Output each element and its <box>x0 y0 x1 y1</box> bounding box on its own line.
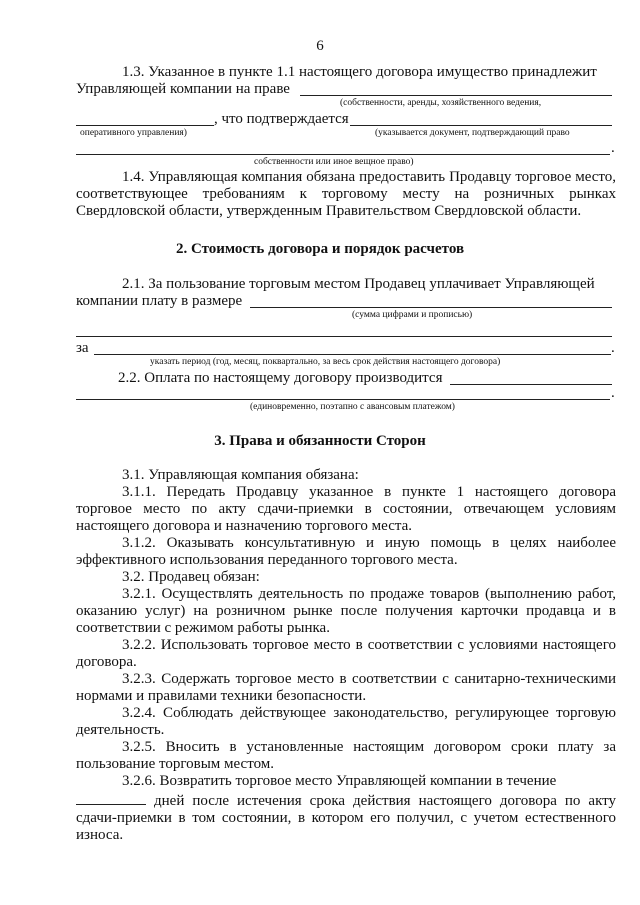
blank-payment <box>450 384 612 385</box>
clause-3-2-3: 3.2.3. Содержать торговое место в соответствии с санитарно-техническими нормами и правилами техники безопасности. <box>76 671 616 704</box>
clause-3-2-4: 3.2.4. Соблюдать действующее законодательство, регулирующее торговую деятельность. <box>76 705 616 738</box>
blank-sum <box>250 307 612 308</box>
end-dot: . <box>611 140 615 156</box>
clause-2-1-line1: 2.1. За пользование торговым местом Продавец уплачивает Управляющей <box>122 276 595 292</box>
clause-1-4: 1.4. Управляющая компания обязана предоставить Продавцу торговое место, соответствующее требованиям к торговому месту на розничных рынках Свердловской области, утвержденным Правительством Свердловской области. <box>76 169 616 219</box>
note-payment: (единовременно, поэтапно с авансовым платежом) <box>250 402 455 412</box>
clause-3-2-6-line1: 3.2.6. Возвратить торговое место Управляющей компании в течение <box>122 773 557 789</box>
clause-2-1-line2: компании плату в размере <box>76 293 243 309</box>
note-period: указать период (год, месяц, поквартально, за весь срок действия настоящего договора) <box>150 357 501 367</box>
section-3-title: 3. Права и обязанности Сторон <box>214 433 426 449</box>
clause-2-2: 2.2. Оплата по настоящему договору производится <box>118 370 443 386</box>
note-ownership: собственности или иное вещное право) <box>254 157 414 167</box>
blank-payment-cont <box>76 399 610 400</box>
clause-3-2-6-text: дней после истечения срока действия настоящего договора по акту сдачи-приемки в том состоянии, в котором его получил, с учетом естественного износа. <box>76 793 617 843</box>
clause-3-2: 3.2. Продавец обязан: <box>122 569 260 585</box>
clause-3-1-1: 3.1.1. Передать Продавцу указанное в пункте 1 настоящего договора торговое место по акту сдачи-приемки в состоянии, отвечающем условиям настоящего договора и назначению торгового места. <box>76 484 616 534</box>
clause-1-3-line2: Управляющей компании на праве <box>76 81 290 97</box>
clause-3-1: 3.1. Управляющая компания обязана: <box>122 467 359 483</box>
clause-3-2-2: 3.2.2. Использовать торговое место в соответствии с условиями настоящего договора. <box>76 637 616 670</box>
blank-right-type <box>300 95 612 96</box>
period-dot: . <box>611 340 615 356</box>
blank-period <box>94 354 611 355</box>
page-number: 6 <box>316 38 324 54</box>
blank-document <box>350 125 612 126</box>
clause-3-2-5: 3.2.5. Вносить в установленные настоящим договором сроки плату за пользование торговым местом. <box>76 739 616 772</box>
clause-3-1-2: 3.1.2. Оказывать консультативную и иную помощь в целях наиболее эффективного использования переданного торгового места. <box>76 535 616 568</box>
note-right-type: (собственности, аренды, хозяйственного ведения, <box>340 98 542 108</box>
section-2-title: 2. Стоимость договора и порядок расчетов <box>175 241 465 257</box>
blank-sum-cont <box>76 336 612 337</box>
clause-1-3-line1: 1.3. Указанное в пункте 1.1 настоящего договора имущество принадлежит <box>122 64 597 80</box>
clause-3-2-6-rest <box>76 790 616 844</box>
label-za: за <box>76 340 89 356</box>
clause-3-2-1: 3.2.1. Осуществлять деятельность по продаже товаров (выполнению работ, оказанию услуг) на розничном рынке после получения карточки продавца и в соответствии с режимом работы рынка. <box>76 586 616 636</box>
note-document: (указывается документ, подтверждающий право <box>375 128 570 138</box>
payment-dot: . <box>611 385 615 401</box>
note-operational: оперативного управления) <box>80 128 187 138</box>
blank-days <box>76 790 146 805</box>
blank-document-cont <box>76 154 610 155</box>
clause-1-3-line3: , что подтверждается <box>214 111 349 127</box>
note-sum: (сумма цифрами и прописью) <box>352 310 473 320</box>
blank-right-type-cont <box>76 125 214 126</box>
